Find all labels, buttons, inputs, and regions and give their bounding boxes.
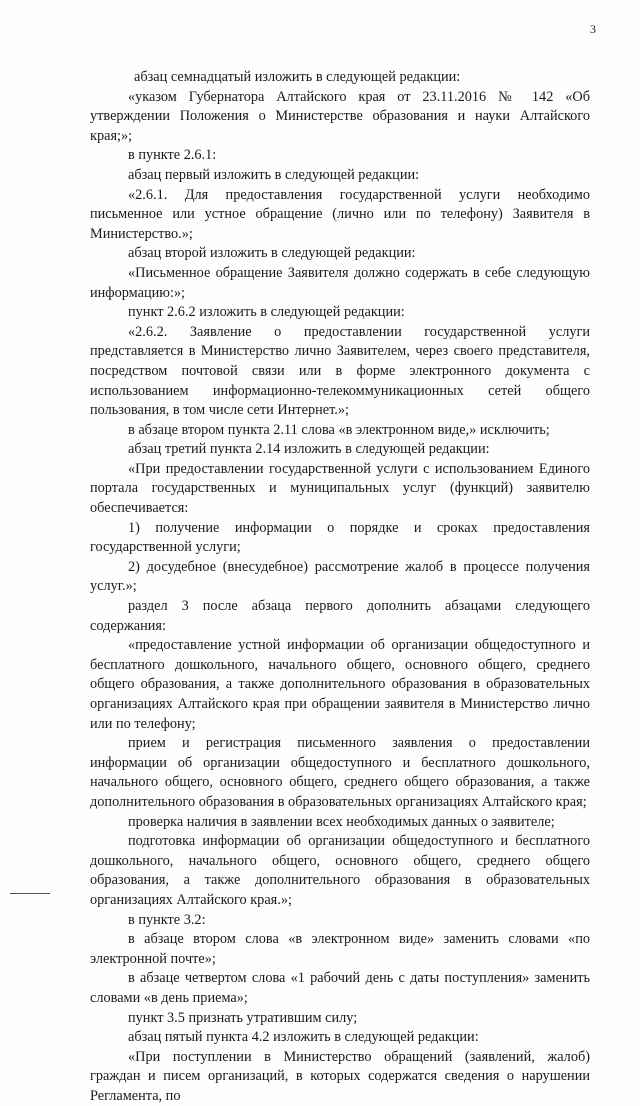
paragraph: в абзаце четвертом слова «1 рабочий день с даты поступления» заменить словами «в день приема»;	[90, 970, 590, 1006]
paragraph: подготовка информации об организации общедоступного и бесплатного дошкольного, начального общего, основного общего, среднего общего образования, а также дополнительного образования в образовательных организациях Алтайского края.»;	[90, 833, 590, 908]
paragraph: абзац пятый пункта 4.2 изложить в следующей редакции:	[128, 1029, 479, 1046]
paragraph: абзац семнадцатый изложить в следующей редакции:	[134, 69, 461, 85]
paragraph: «указом Губернатора Алтайского края от 23.11.2016 № 142 «Об утверждении Положения о Министерстве образования и науки Алтайского края;»;	[90, 88, 590, 144]
paragraph: в абзаце втором слова «в электронном виде» заменить словами «по электронной почте»;	[90, 931, 590, 967]
paragraph: «2.6.2. Заявление о предоставлении государственной услуги представляется в Министерство лично Заявителем, через своего представителя, посредством почтовой связи или в форме электронного документа с использованием информационно-телекоммуникационных сетей общего пользования, в том числе сети Интернет.»;	[90, 323, 590, 419]
document-body	[90, 68, 590, 1106]
paragraph: 1) получение информации о порядке и сроках предоставления государственной услуги;	[90, 519, 590, 556]
paragraph: пункт 3.5 признать утратившим силу;	[128, 1009, 358, 1026]
paragraph: в пункте 2.6.1:	[128, 147, 217, 164]
paragraph: абзац второй изложить в следующей редакции:	[128, 245, 416, 262]
paragraph: пункт 2.6.2 изложить в следующей редакции:	[128, 304, 405, 321]
paragraph: проверка наличия в заявлении всех необходимых данных о заявителе;	[128, 813, 555, 830]
page-number: 3	[590, 22, 596, 36]
paragraph: абзац первый изложить в следующей редакции:	[128, 166, 420, 183]
paragraph: прием и регистрация письменного заявления о предоставлении информации об организации общедоступного и бесплатного дошкольного, начального общего, основного общего, среднего общего образования, а также дополнительного образования в образовательных организациях Алтайского края;	[90, 735, 590, 810]
paragraph: «Письменное обращение Заявителя должно содержать в себе следующую информацию:»;	[90, 264, 590, 301]
paragraph: раздел 3 после абзаца первого дополнить абзацами следующего содержания:	[90, 598, 590, 634]
paragraph: в пункте 3.2:	[128, 911, 206, 928]
paragraph: в абзаце втором пункта 2.11 слова «в электронном виде,» исключить;	[128, 421, 550, 438]
paragraph: «предоставление устной информации об организации общедоступного и бесплатного дошкольного, начального общего, основного общего, среднего общего образования, а также дополнительного образования в образовательных организациях Алтайского края при обращении заявителя в Министерство лично или по телефону;	[90, 637, 590, 732]
scan-edge-mark	[10, 893, 50, 894]
paragraph: «При поступлении в Министерство обращений (заявлений, жалоб) граждан и писем организаций, в которых содержатся сведения о нарушении Регламента, по	[90, 1048, 590, 1104]
paragraph: абзац третий пункта 2.14 изложить в следующей редакции:	[128, 441, 490, 458]
paragraph: «При предоставлении государственной услуги с использованием Единого портала государственных и муниципальных услуг (функций) заявителю обеспечивается:	[90, 460, 590, 517]
paragraph: «2.6.1. Для предоставления государственной услуги необходимо письменное или устное обращение (лично или по телефону) Заявителя в Министерство.»;	[90, 186, 590, 242]
paragraph: 2) досудебное (внесудебное) рассмотрение жалоб в процессе получения услуг.»;	[90, 558, 590, 595]
